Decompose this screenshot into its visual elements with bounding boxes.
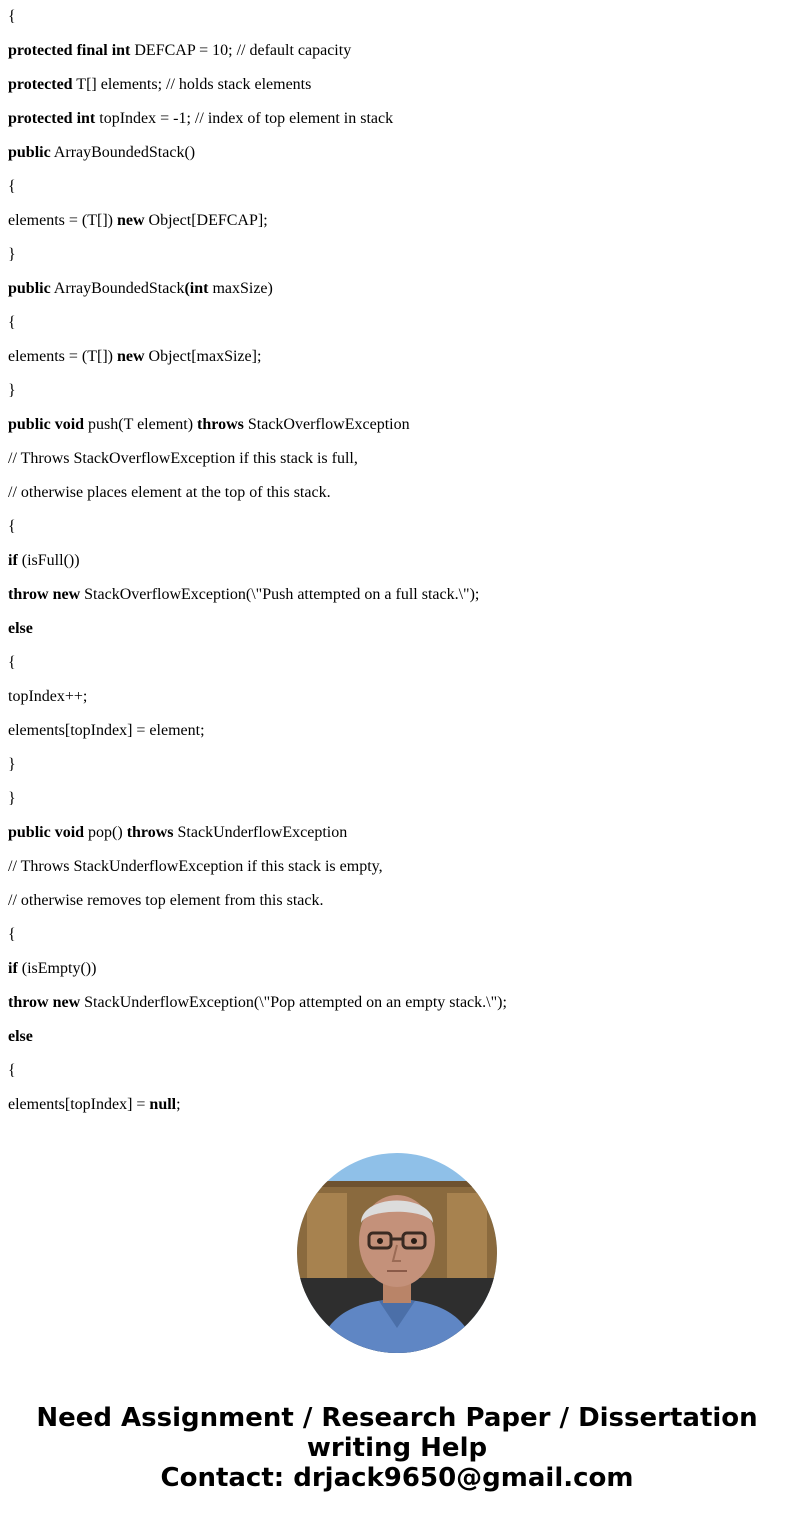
code-text: { bbox=[8, 314, 16, 331]
code-text: elements[topIndex] = element; bbox=[8, 722, 205, 739]
code-keyword: null bbox=[149, 1096, 177, 1113]
code-text: topIndex++; bbox=[8, 688, 88, 705]
code-line bbox=[8, 374, 16, 408]
code-keyword: public void bbox=[8, 416, 85, 433]
code-line bbox=[8, 34, 351, 68]
code-text: pop() bbox=[84, 824, 127, 841]
code-text: } bbox=[8, 790, 16, 807]
code-line bbox=[8, 476, 331, 510]
code-keyword: throws bbox=[126, 824, 174, 841]
code-line bbox=[8, 986, 507, 1020]
code-text: StackUnderflowException bbox=[173, 824, 348, 841]
code-keyword: protected int bbox=[8, 110, 96, 127]
code-line bbox=[8, 578, 479, 612]
code-line bbox=[8, 850, 383, 884]
code-keyword: public bbox=[8, 144, 51, 161]
code-text: StackOverflowException(\"Push attempted on a full stack.\"); bbox=[80, 586, 480, 603]
code-line bbox=[8, 442, 358, 476]
code-line bbox=[8, 170, 16, 204]
promo-line-3: Contact: drjack9650@gmail.com bbox=[160, 1463, 634, 1493]
code-text: (isEmpty()) bbox=[17, 960, 97, 977]
code-text: // otherwise places element at the top of this stack. bbox=[8, 484, 331, 501]
code-line bbox=[8, 782, 16, 816]
code-line bbox=[8, 646, 16, 680]
code-line bbox=[8, 204, 268, 238]
code-keyword: public bbox=[8, 280, 51, 297]
code-line bbox=[8, 340, 261, 374]
code-text: maxSize) bbox=[208, 280, 273, 297]
code-text: push(T element) bbox=[84, 416, 198, 433]
code-text: } bbox=[8, 756, 16, 773]
code-keyword: (int bbox=[184, 280, 209, 297]
code-text: // Throws StackUnderflowException if this stack is empty, bbox=[8, 858, 383, 875]
code-text: ; bbox=[176, 1096, 181, 1113]
code-text: ArrayBoundedStack() bbox=[50, 144, 196, 161]
code-line bbox=[8, 544, 80, 578]
code-keyword: else bbox=[8, 1028, 33, 1045]
promo-line-2: writing Help bbox=[306, 1433, 488, 1463]
code-line bbox=[8, 918, 16, 952]
code-text: { bbox=[8, 8, 16, 25]
code-text: Object[maxSize]; bbox=[144, 348, 262, 365]
code-text: { bbox=[8, 518, 16, 535]
code-text: } bbox=[8, 382, 16, 399]
code-line bbox=[8, 306, 16, 340]
code-text: elements = (T[]) bbox=[8, 348, 117, 365]
code-line bbox=[8, 408, 410, 442]
code-text: (isFull()) bbox=[17, 552, 80, 569]
code-text: { bbox=[8, 926, 16, 943]
code-line bbox=[8, 714, 205, 748]
promo-banner bbox=[0, 1403, 794, 1493]
code-line bbox=[8, 272, 273, 306]
code-line bbox=[8, 748, 16, 782]
code-line bbox=[8, 1088, 181, 1122]
code-line bbox=[8, 952, 96, 986]
code-keyword: new bbox=[116, 212, 145, 229]
avatar-photo-icon bbox=[297, 1153, 497, 1353]
code-text: DEFCAP = 10; // default capacity bbox=[130, 42, 352, 59]
code-keyword: if bbox=[8, 552, 18, 569]
code-line bbox=[8, 68, 311, 102]
code-text: // Throws StackOverflowException if this stack is full, bbox=[8, 450, 358, 467]
code-keyword: protected bbox=[8, 76, 73, 93]
code-line bbox=[8, 884, 323, 918]
code-keyword: throws bbox=[197, 416, 244, 433]
code-text: StackOverflowException bbox=[243, 416, 410, 433]
code-keyword: new bbox=[116, 348, 145, 365]
code-text: // otherwise removes top element from this stack. bbox=[8, 892, 324, 909]
code-text: elements = (T[]) bbox=[8, 212, 117, 229]
code-line bbox=[8, 0, 16, 34]
code-keyword: public void bbox=[8, 824, 85, 841]
code-text: T[] elements; // holds stack elements bbox=[72, 76, 312, 93]
code-text: { bbox=[8, 178, 16, 195]
code-keyword: else bbox=[8, 620, 33, 637]
code-keyword: if bbox=[8, 960, 18, 977]
code-line bbox=[8, 238, 16, 272]
author-avatar bbox=[297, 1153, 497, 1353]
code-text: } bbox=[8, 246, 16, 263]
code-text: topIndex = -1; // index of top element in stack bbox=[95, 110, 394, 127]
promo-line-1: Need Assignment / Research Paper / Dissertation bbox=[36, 1403, 758, 1433]
code-line bbox=[8, 680, 87, 714]
code-line bbox=[8, 612, 33, 646]
code-line bbox=[8, 510, 16, 544]
code-line bbox=[8, 102, 393, 136]
code-line bbox=[8, 1054, 16, 1088]
code-text: Object[DEFCAP]; bbox=[144, 212, 268, 229]
code-text: { bbox=[8, 654, 16, 671]
code-line bbox=[8, 1020, 33, 1054]
code-keyword: throw new bbox=[8, 994, 81, 1011]
code-keyword: throw new bbox=[8, 586, 81, 603]
code-line bbox=[8, 136, 195, 170]
code-text: StackUnderflowException(\"Pop attempted on an empty stack.\"); bbox=[80, 994, 507, 1011]
code-line bbox=[8, 816, 347, 850]
code-keyword: protected final int bbox=[8, 42, 131, 59]
code-text: ArrayBoundedStack bbox=[50, 280, 185, 297]
code-text: elements[topIndex] = bbox=[8, 1096, 150, 1113]
code-text: { bbox=[8, 1062, 16, 1079]
